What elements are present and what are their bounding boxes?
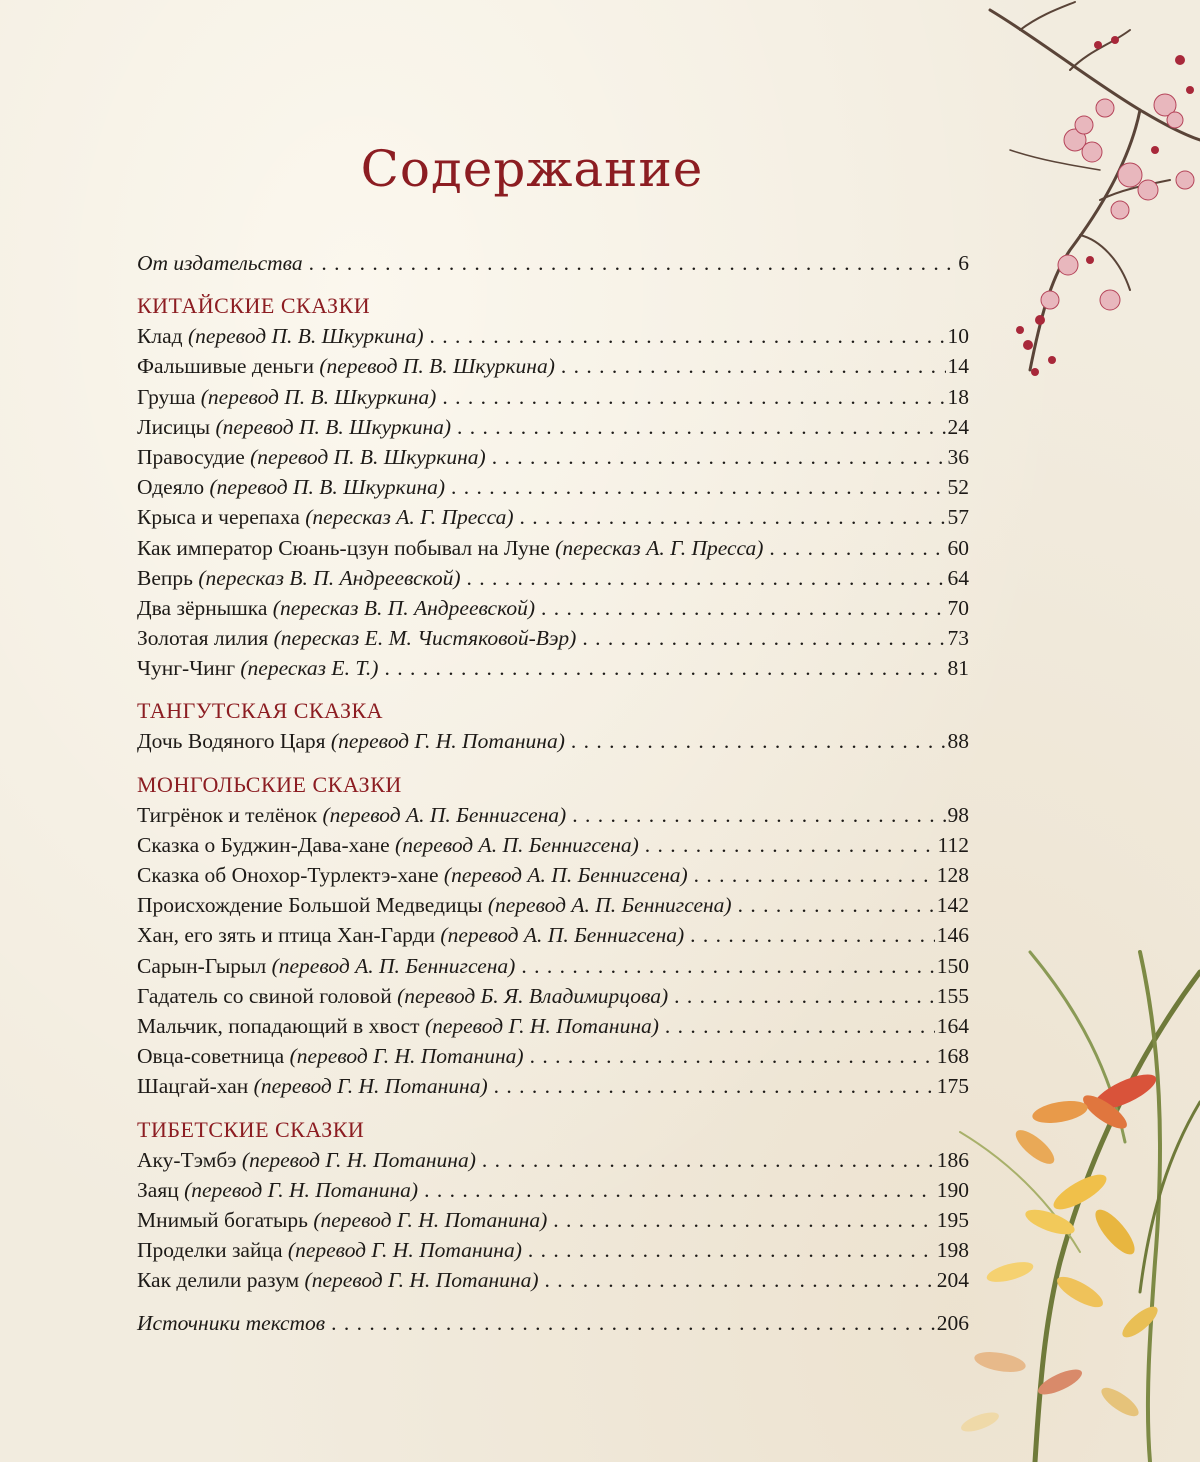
toc-entry-translator: (перевод Г. Н. Потанина) [304,1268,539,1293]
toc-entry-translator: (пересказ В. П. Андреевской) [272,595,535,620]
toc-entry-translator: (пересказ Е. Т.) [240,656,379,681]
toc-entry-title: Два зёрнышка [137,595,268,620]
toc-entry-title: Источники текстов [137,1311,326,1336]
toc-entry[interactable] [137,920,969,950]
toc-entry[interactable] [137,800,969,830]
toc-entry-translator: (перевод А. П. Беннигсена) [271,953,516,978]
toc-entry-title: Как император Сюань-цзун побывал на Луне [137,535,550,560]
toc-entry-title: Аку-Тэмбэ [137,1147,237,1172]
leader-dots [309,248,957,278]
toc-entry[interactable] [137,593,969,623]
leader-dots [429,321,945,351]
leader-dots [331,1308,935,1338]
toc-entry-translator: (перевод П. В. Шкуркина) [200,384,437,409]
toc-entry-translator: (перевод А. П. Беннигсена) [395,832,639,857]
toc-entry-page: 60 [947,535,969,560]
toc-entry-translator: (перевод Г. Н. Потанина) [330,729,565,754]
leader-dots [541,593,946,623]
toc-entry-title: Заяц [137,1177,179,1202]
toc-entry-page: 195 [936,1207,969,1232]
toc-entry-translator: (перевод А. П. Беннигсена) [440,923,685,948]
toc-entry[interactable] [137,412,969,442]
leader-dots [482,1145,935,1175]
toc-entry-page: 6 [958,251,969,275]
toc-entry-page: 190 [936,1177,969,1202]
toc-entry-translator: (перевод П. В. Шкуркина) [209,475,446,500]
toc-entry-page: 14 [947,354,969,379]
toc-entry-title: Гадатель со свиной головой [137,983,392,1008]
toc-entry-page: 18 [947,384,969,409]
leader-dots [561,351,946,381]
toc-entry-page: 57 [947,505,969,530]
toc-entry-title: Крыса и черепаха [137,505,300,530]
toc-entry-title: Вепрь [137,565,193,590]
toc-entry-translator: (перевод А. П. Беннигсена) [443,863,688,887]
toc-entry-title: Мальчик, попадающий в хвост [137,1013,420,1038]
toc-entry[interactable] [137,890,969,920]
toc-entry[interactable] [137,1011,969,1041]
toc-entry[interactable] [137,533,969,563]
section-heading: КИТАЙСКИЕ СКАЗКИ [137,293,371,319]
leader-dots [530,1041,935,1071]
leader-dots [384,653,945,683]
toc-entry-title: Лисицы [137,414,211,439]
toc-entry-translator: (перевод Г. Н. Потанина) [287,1238,522,1263]
leader-dots [521,951,934,981]
leader-dots [665,1011,935,1041]
section-heading: ТИБЕТСКИЕ СКАЗКИ [137,1116,365,1142]
toc-entry-translator: (перевод Б. Я. Владимирцова) [397,983,669,1008]
toc-entry-title: Шацгай-хан [137,1074,249,1099]
toc-entry-page: 204 [936,1268,969,1293]
leader-dots [694,860,935,890]
leader-dots [738,890,935,920]
toc-entry[interactable] [137,1145,969,1175]
toc-entry-page: 52 [947,475,969,500]
toc-entry-page: 64 [947,565,969,590]
toc-entry[interactable] [137,1175,969,1205]
toc-entry-translator: (перевод Г. Н. Потанина) [253,1074,488,1099]
toc-entry-page: 186 [936,1147,969,1172]
toc-entry[interactable] [137,981,969,1011]
toc-entry-page: 88 [947,729,969,754]
leader-dots [674,981,935,1011]
toc-entry-title: Одеяло [137,475,205,500]
toc-entry-page: 73 [947,626,969,651]
toc-entry-title: Тигрёнок и телёнок [137,802,318,827]
toc-entry-translator: (перевод Г. Н. Потанина) [184,1177,419,1202]
toc-entry[interactable] [137,653,969,683]
toc-entry[interactable] [137,1265,969,1295]
toc-entry[interactable] [137,351,969,381]
page-title: Содержание [360,140,704,198]
toc-entry[interactable] [137,951,969,981]
toc-entry[interactable] [137,321,969,351]
toc-entry-translator: (перевод П. В. Шкуркина) [187,324,424,349]
orchid-illustration [940,932,1200,1462]
toc-entry[interactable] [137,472,969,502]
toc-entry-title: Чунг-Чинг [137,656,236,681]
toc-entry[interactable] [137,623,969,653]
leader-dots [582,623,945,653]
toc-entry-title: Дочь Водяного Царя [137,729,326,754]
toc-entry-page: 128 [936,863,969,887]
toc-entry-page: 146 [936,923,969,948]
toc-entry[interactable] [137,1235,969,1265]
toc-entry-title: Золотая лилия [137,626,269,651]
leader-dots [545,1265,935,1295]
toc-entry-page: 112 [937,832,969,857]
toc-entry-translator: (перевод П. В. Шкуркина) [319,354,555,379]
toc-entry-page: 24 [947,414,969,439]
toc-entry-title: Клад [137,324,183,349]
toc-entry-title: Хан, его зять и птица Хан-Гарди [137,923,436,948]
leader-dots [553,1205,934,1235]
toc-entry-title: Правосудие [137,444,245,469]
toc-entry-page: 198 [936,1238,969,1263]
section-heading: ТАНГУТСКАЯ СКАЗКА [137,698,384,724]
toc-entry[interactable] [137,563,969,593]
toc-entry-translator: (перевод Г. Н. Потанина) [289,1044,524,1069]
toc-entry-title: Проделки зайца [137,1238,283,1263]
leader-dots [424,1175,935,1205]
plum-blossom-illustration [980,0,1200,400]
toc-entry-translator: (пересказ А. Г. Пресса) [555,535,764,560]
toc-entry[interactable] [137,1071,969,1101]
toc-entry-title: Сказка об Онохор-Турлектэ-хане [137,863,439,887]
toc-entry-page: 175 [936,1074,969,1099]
toc-entry-translator: (пересказ Е. М. Чистяковой-Вэр) [273,626,577,651]
leader-dots [457,412,945,442]
toc-entry-translator: (пересказ В. П. Андреевской) [198,565,461,590]
table-of-contents [137,248,969,1339]
toc-entry-page: 164 [936,1013,969,1038]
toc-entry-translator: (перевод Г. Н. Потанина) [424,1013,659,1038]
toc-entry-page: 70 [947,595,969,620]
leader-dots [451,472,945,502]
toc-entry[interactable] [137,382,969,412]
toc-entry-page: 98 [947,802,969,827]
toc-entry-title: Груша [137,384,196,409]
toc-entry-title: Овца-советница [137,1044,285,1069]
toc-entry[interactable] [137,726,969,756]
toc-entry-translator: (перевод Г. Н. Потанина) [313,1207,548,1232]
toc-entry[interactable] [137,1041,969,1071]
leader-dots [690,920,935,950]
toc-entry-title: Мнимый богатырь [137,1207,308,1232]
leader-dots [769,533,945,563]
leader-dots [528,1235,935,1265]
toc-entry[interactable] [137,442,969,472]
toc-entry[interactable] [137,830,969,860]
toc-entry-page: 206 [936,1311,969,1336]
toc-entry-page: 36 [947,444,969,469]
toc-entry[interactable] [137,502,969,532]
leader-dots [520,502,946,532]
section-heading: МОНГОЛЬСКИЕ СКАЗКИ [137,771,402,797]
toc-entry-page: 155 [936,983,969,1008]
toc-entry-translator: (перевод А. П. Беннигсена) [487,893,732,918]
toc-entry-page: 142 [936,893,969,918]
toc-entry-page: 168 [936,1044,969,1069]
leader-dots [572,800,945,830]
leader-dots [645,830,936,860]
toc-entry-title: От издательства [137,251,303,275]
toc-entry-title: Происхождение Большой Медведицы [137,893,483,918]
toc-entry-page: 81 [947,656,969,681]
toc-entry-title: Как делили разум [137,1268,300,1293]
toc-entry-page: 10 [947,324,969,349]
toc-entry-intro[interactable] [137,248,969,278]
toc-entry-title: Сарын-Гырыл [137,953,267,978]
toc-entry-page: 150 [936,953,969,978]
toc-entry-translator: (перевод П. В. Шкуркина) [215,414,452,439]
toc-entry-translator: (пересказ А. Г. Пресса) [305,505,514,530]
toc-entry-translator: (перевод П. В. Шкуркина) [250,444,486,469]
toc-entry[interactable] [137,1205,969,1235]
leader-dots [467,563,946,593]
toc-entry-translator: (перевод Г. Н. Потанина) [241,1147,476,1172]
leader-dots [571,726,946,756]
toc-entry-title: Фальшивые деньги [137,354,314,379]
toc-entry-translator: (перевод А. П. Беннигсена) [322,802,567,827]
toc-entry-title: Сказка о Буджин-Дава-хане [137,832,390,857]
toc-entry-sources[interactable] [137,1308,969,1338]
leader-dots [494,1071,935,1101]
toc-entry[interactable] [137,860,969,890]
leader-dots [492,442,946,472]
leader-dots [442,382,945,412]
